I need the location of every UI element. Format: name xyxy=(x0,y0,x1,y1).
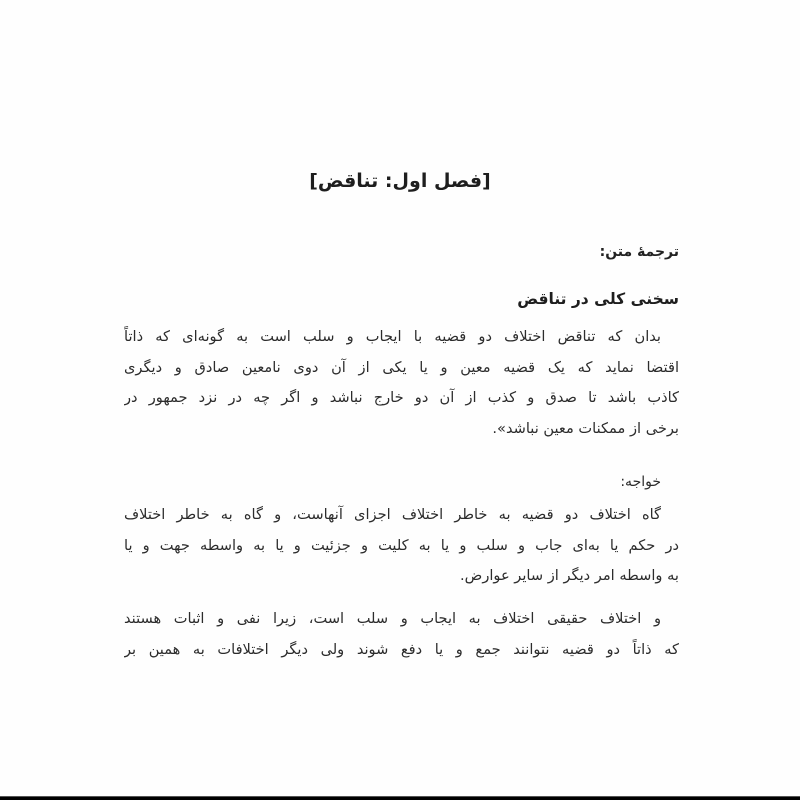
paragraph-line: بدان که تناقض اختلاف دو قضیه با ایجاب و سلب است به گونه‌ای که ذاتاً xyxy=(124,328,661,345)
bottom-edge-bar xyxy=(0,796,800,800)
paragraph-line: برخی از ممکنات معین نباشد». xyxy=(492,419,679,437)
paragraph-line: و اختلاف حقیقی اختلاف به ایجاب و سلب است، زیرا نفی و اثبات هستند xyxy=(124,610,661,627)
paragraph-2 xyxy=(124,500,679,592)
paragraph-line: کاذب باشد تا صدق و کذب از آن دو خارج نباشد و اگر چه در نزد جمهور در xyxy=(124,389,679,406)
section-heading: سخنی کلی در تناقض xyxy=(517,290,679,308)
paragraph-1 xyxy=(124,322,679,444)
paragraph-line: که ذاتاً دو قضیه نتوانند جمع و یا دفع شوند ولی دیگر اختلافات به همین بر xyxy=(124,640,679,658)
paragraph-line: اقتضا نماید که یک قضیه معین و یا یکی از آن دوی نامعین صادق و دیگری xyxy=(124,358,679,376)
chapter-title: [فصل اول: تناقض] xyxy=(309,170,491,192)
paragraph-line: گاه اختلاف دو قضیه به خاطر اختلاف اجزای آنهاست، و گاه به خاطر اختلاف xyxy=(124,506,661,523)
paragraph-line: در حکم یا به‌ای جاب و سلب و یا به کلیت و جزئیت و یا به واسطه جهت و یا xyxy=(124,536,679,554)
translation-label: ترجمهٔ متن: xyxy=(599,244,679,260)
paragraph-line: به واسطه امر دیگر از سایر عوارض. xyxy=(460,567,679,584)
speaker-label: خواجه: xyxy=(620,474,661,490)
paragraph-3 xyxy=(124,604,679,665)
